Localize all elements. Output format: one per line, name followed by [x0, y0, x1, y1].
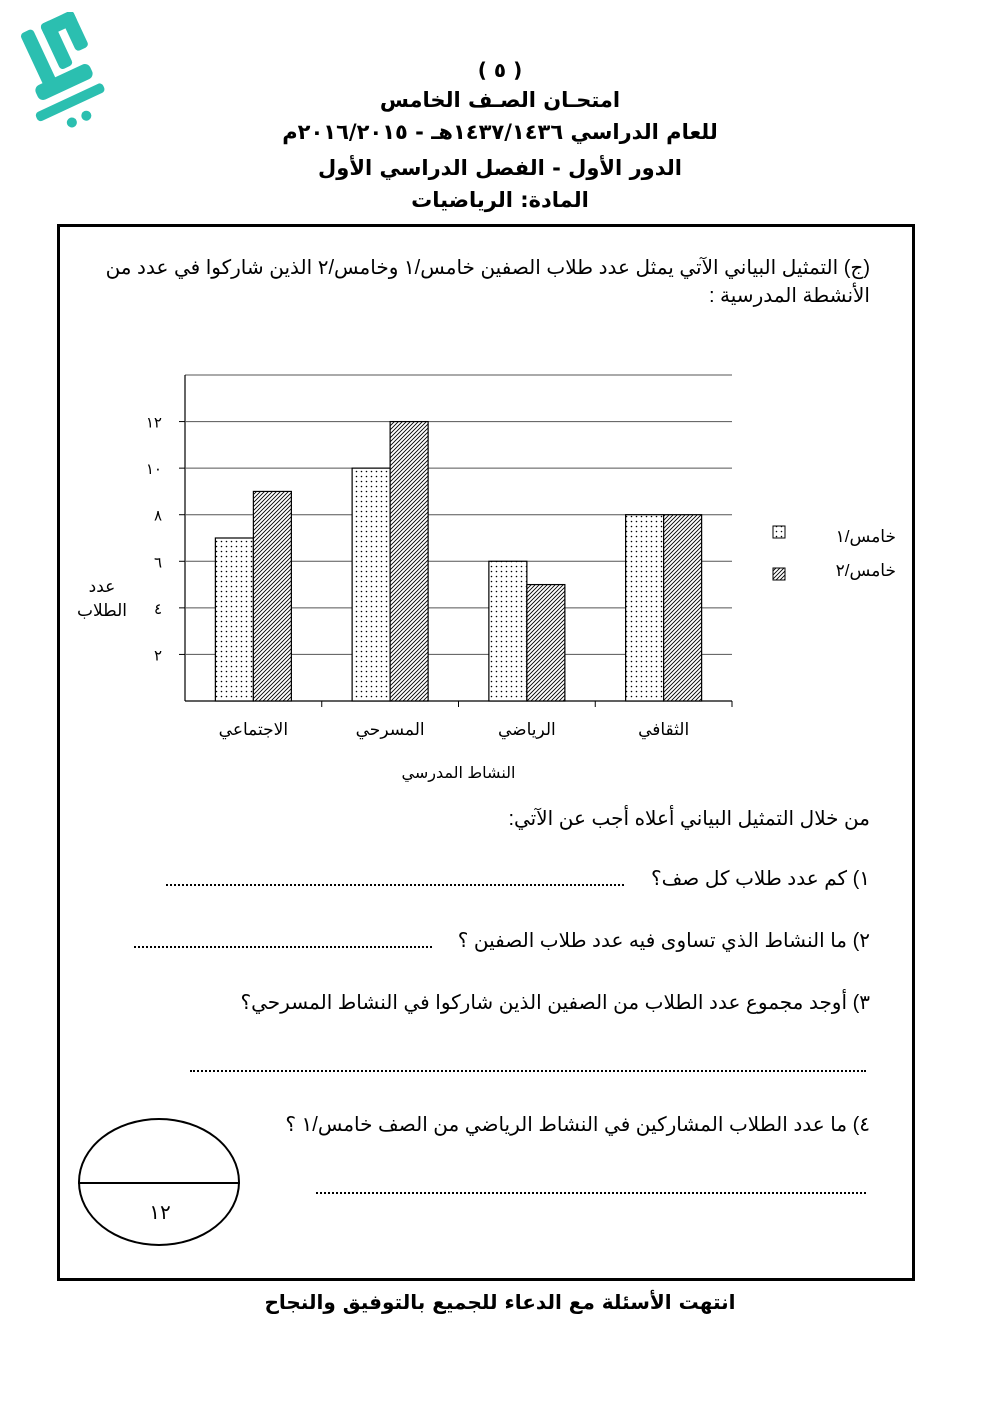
bar-1-4 — [626, 515, 664, 701]
academic-year: للعام الدراسي ١٤٣٧/١٤٣٦هـ - ٢٠١٦/٢٠١٥م — [282, 120, 718, 144]
bar-1-2 — [352, 468, 390, 701]
legend-swatch-1 — [773, 526, 785, 538]
question-1: ١) كم عدد طلاب كل صف؟ — [650, 868, 870, 890]
exam-title: امتحـان الصـف الخامس — [379, 88, 621, 112]
subject-line: المادة: الرياضيات — [411, 188, 589, 212]
question-2: ٢) ما النشاط الذي تساوى فيه عدد طلاب الصفين ؟ — [457, 930, 870, 952]
x-category-label: المسرحي — [355, 720, 425, 739]
bar-2-1 — [253, 491, 291, 701]
score-divider — [78, 1182, 240, 1184]
y-tick-label: ١٢ — [145, 414, 162, 432]
y-tick-label: ١٠ — [145, 461, 162, 479]
bar-2-4 — [664, 515, 702, 701]
y-tick-label: ٢ — [153, 647, 162, 665]
answer-line-3[interactable] — [190, 1070, 866, 1072]
y-tick-label: ٨ — [153, 507, 162, 525]
answer-line-2[interactable] — [134, 946, 432, 948]
y-tick-label: ٦ — [153, 554, 162, 572]
question-3: ٣) أوجد مجموع عدد الطلاب من الصفين الذين شاركوا في النشاط المسرحي؟ — [240, 992, 870, 1014]
page-number: ( ٥ ) — [477, 58, 523, 82]
score-total: ١٢ — [149, 1202, 171, 1224]
bar-1-3 — [489, 561, 527, 701]
y-axis-title: عدد — [88, 577, 116, 596]
legend-swatch-2 — [773, 568, 785, 580]
answer-line-4[interactable] — [316, 1192, 866, 1194]
closing-note: انتهت الأسئلة مع الدعاء للجميع بالتوفيق والنجاح — [264, 1290, 736, 1314]
x-category-label: الرياضي — [497, 720, 556, 739]
question-intro: (ج) التمثيل البياني الآتي يمثل عدد طلاب الصفين خامس/١ وخامس/٢ الذين شاركوا في عدد من الأنشطة المدرسية : — [105, 257, 870, 307]
term-line: الدور الأول - الفصل الدراسي الأول — [318, 156, 682, 180]
x-category-label: الاجتماعي — [218, 720, 289, 739]
y-tick-label: ٤ — [153, 600, 162, 618]
x-category-label: الثقافي — [638, 720, 690, 739]
question-4: ٤) ما عدد الطلاب المشاركين في النشاط الرياضي من الصف خامس/١ ؟ — [285, 1114, 870, 1136]
answer-line-1[interactable] — [166, 884, 624, 886]
legend-label-2: خامس/٢ — [835, 561, 896, 580]
x-axis-title: النشاط المدرسي — [401, 765, 516, 782]
instruction-text: من خلال التمثيل البياني أعلاه أجب عن الآتي: — [508, 808, 870, 830]
bar-2-3 — [527, 585, 565, 701]
y-axis-title: الطلاب — [77, 601, 127, 620]
bar-1-1 — [215, 538, 253, 701]
legend-label-1: خامس/١ — [835, 527, 896, 546]
bar-2-2 — [390, 422, 428, 701]
